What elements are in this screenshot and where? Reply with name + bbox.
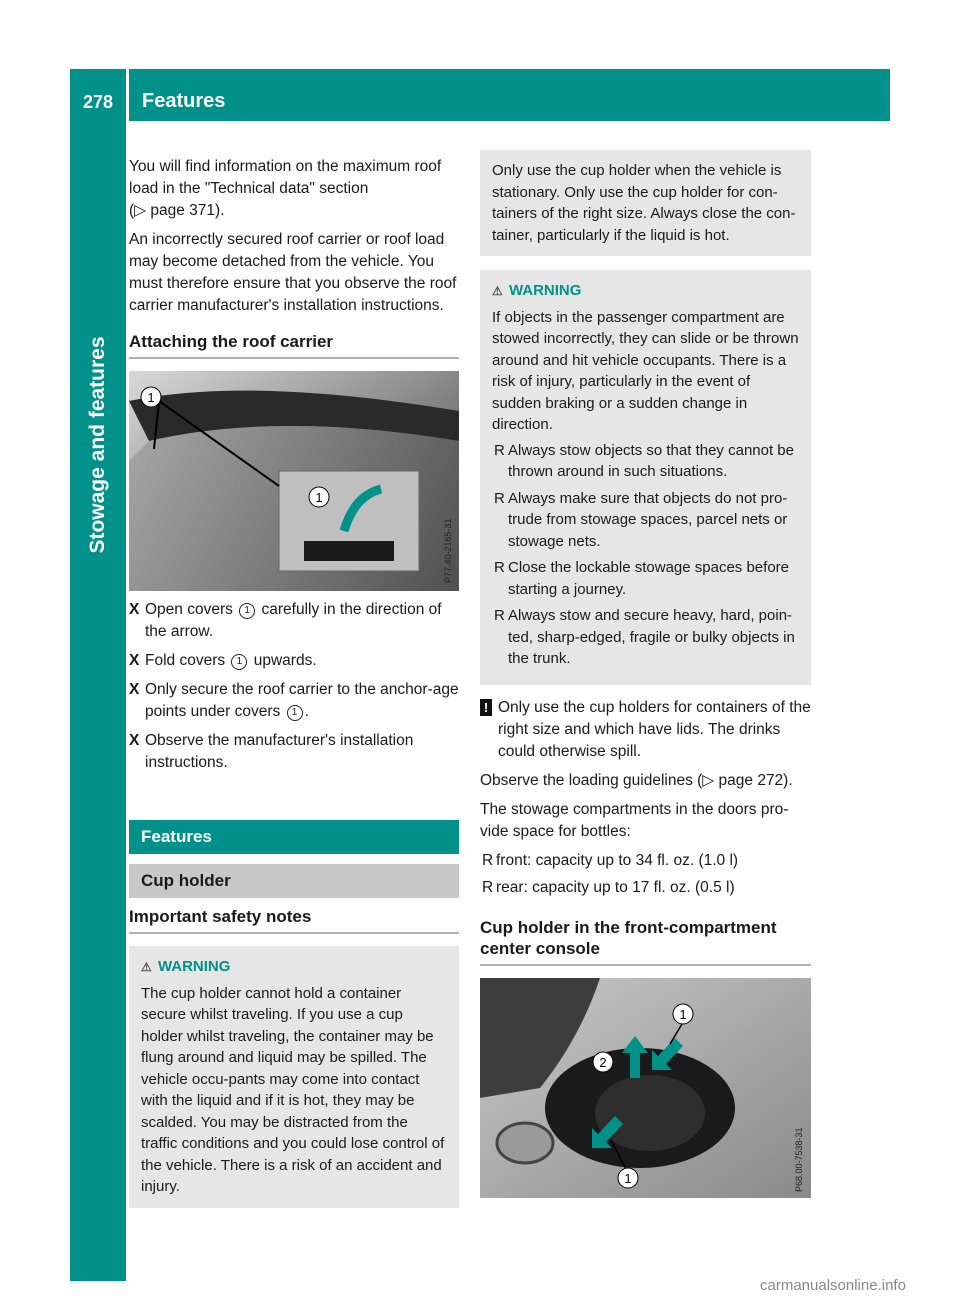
capacity-rear: R rear: capacity up to 17 fl. oz. (0.5 l) [482, 878, 735, 896]
heading-attaching-roof-carrier: Attaching the roof carrier [129, 331, 459, 359]
warning-heading: ⚠ WARNING [141, 958, 231, 975]
warning-bullet: R Always stow and secure heavy, hard, poin-ted, sharp-edged, fragile or bulky objects in the trunk. [494, 607, 795, 667]
roof-carrier-paragraph: An incorrectly secured roof carrier or roof load may become detached from the vehicle. You must therefore ensure that you observe the roof carrier manufacturer's installation instructions. [129, 231, 457, 314]
roof-carrier-svg [129, 371, 459, 591]
intro-page-ref[interactable]: (▷ page 371). [129, 202, 225, 219]
callout-ref: 1 [287, 705, 303, 721]
cup-holder-illustration [480, 978, 811, 1198]
step-open-covers: X Open covers 1 carefully in the direction of the arrow. [129, 601, 442, 640]
warning-text: The cup holder cannot hold a container secure whilst traveling. If you use a cup holder whilst traveling, the container may be flung around and liquid may be spilled. The vehicle occu-pants may come into contact with the liquid and if it is hot, they may be scalded. You may be distracted from the traffic conditions and you could lose control of the vehicle. There is a risk of an accident and injury. [141, 984, 445, 1195]
intro-paragraph: You will find information on the maximum roof load in the "Technical data" section [129, 158, 442, 197]
warning-bullet: R Always stow objects so that they cannot be thrown around in such situations. [494, 441, 794, 480]
right-column [480, 150, 811, 1198]
header-divider [126, 69, 129, 121]
step-secure-carrier: X Only secure the roof carrier to the anchor-age points under covers 1 . [129, 681, 459, 720]
warning-intro: If objects in the passenger compartment are stowed incorrectly, they can slide or be thrown around and hit vehicle occupants. There is a risk of injury, particularly in the event of sudden braking or a sudden change in direction. [492, 308, 799, 433]
callout-1-inset-label: 1 [315, 490, 323, 505]
sidebar-section-label: Stowage and features [86, 336, 109, 554]
figure-reference: P77.40-2165-31 [443, 518, 453, 583]
left-column [129, 156, 459, 1208]
cup-holder-band: Cup holder [129, 864, 459, 898]
capacity-front: R front: capacity up to 34 fl. oz. (1.0 l) [482, 851, 739, 869]
controller-knob [497, 1123, 553, 1163]
cup-holder-svg [480, 978, 811, 1198]
heading-center-console-cup-holder: Cup holder in the front-compartment center console [480, 917, 811, 966]
callout-2-label: 2 [599, 1054, 607, 1070]
note-icon: ! [480, 699, 492, 716]
warning-box-cup-holder [129, 946, 459, 1208]
page-title: Features [142, 90, 226, 112]
step-fold-covers: X Fold covers 1 upwards. [129, 652, 317, 669]
info-box-cup-holder-use: Only use the cup holder when the vehicle is stationary. Only use the cup holder for con-tainers of the right size. Always close the con-tainer, particularly if the liquid is hot. [480, 150, 811, 256]
callout-1-top-label: 1 [147, 390, 155, 405]
callout-1-bottom-label: 1 [624, 1170, 632, 1186]
warning-bullet: R Close the lockable stowage spaces before starting a journey. [494, 559, 790, 598]
page-number: 278 [82, 92, 114, 112]
door-compartments-paragraph: The stowage compartments in the doors pro-vide space for bottles: [480, 800, 789, 840]
callout-ref: 1 [231, 654, 247, 670]
features-band: Features [129, 820, 459, 854]
callout-1-top-label: 1 [679, 1006, 687, 1022]
callout-ref: 1 [239, 603, 255, 619]
figure-reference: P68.00-7538-31 [794, 1126, 804, 1192]
warning-icon: ⚠ [492, 284, 503, 298]
heading-important-safety-notes: Important safety notes [129, 906, 459, 934]
section-sidebar [70, 121, 126, 1281]
warning-bullet: R Always make sure that objects do not pro-trude from stowage spaces, parcel nets or stowage nets. [494, 489, 788, 550]
note-cup-holder-lids: ! Only use the cup holders for containers of the right size and which have lids. The drinks could otherwise spill. [480, 697, 811, 763]
cover-slot [304, 541, 394, 561]
step-observe-instructions: X Observe the manufacturer's installation instructions. [129, 732, 414, 771]
watermark-footer: carmanualsonline.info [760, 1277, 906, 1294]
warning-box-stowage [480, 270, 811, 685]
warning-heading: ⚠ WARNING [492, 282, 582, 299]
loading-guidelines-paragraph: Observe the loading guidelines (▷ page 272). [480, 771, 793, 789]
warning-icon: ⚠ [141, 960, 152, 974]
roof-carrier-illustration [129, 371, 459, 591]
